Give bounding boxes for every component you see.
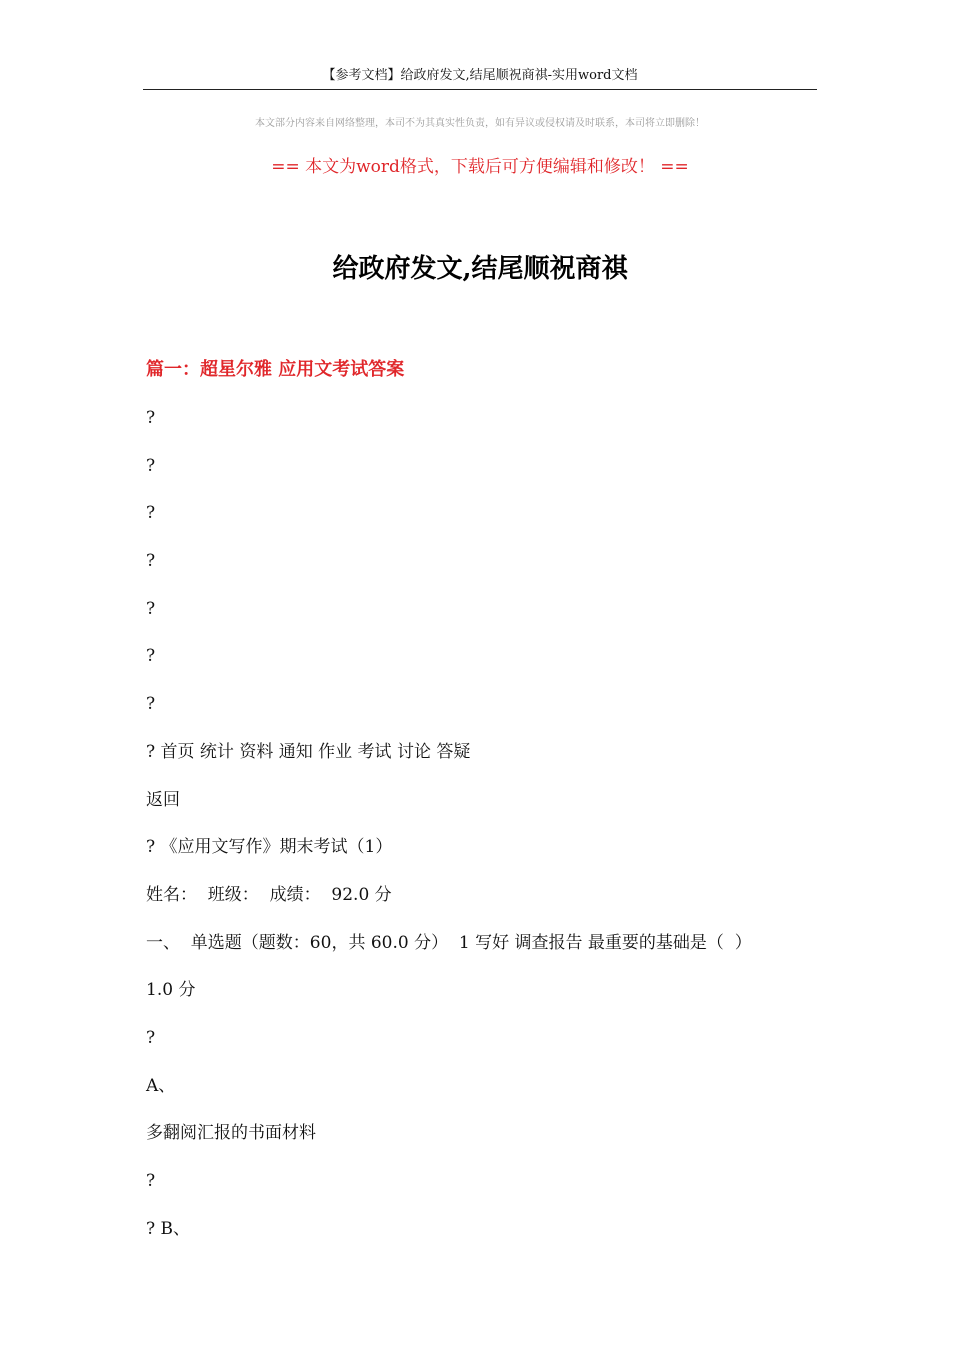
body-line: ?	[146, 503, 156, 524]
document-title: 给政府发文,结尾顺祝商祺	[332, 254, 628, 284]
body-line: ?	[146, 598, 156, 619]
body-line: ?	[146, 646, 156, 667]
body-line: ?	[146, 408, 156, 428]
body-line: ?	[146, 1171, 156, 1191]
body-line: 返回	[146, 789, 180, 810]
body-line: ?	[146, 455, 156, 476]
body-line: ? 《应用文写作》期末考试（1）	[146, 837, 393, 858]
body-line: ?	[146, 694, 156, 715]
disclaimer-text: 本文部分内容来自网络整理，本司不为其真实性负责，如有异议或侵权请及时联系，本司将立即删除！	[255, 118, 705, 129]
header-divider	[143, 89, 817, 90]
body-line: ? 首页 统计 资料 通知 作业 考试 讨论 答疑	[146, 741, 471, 762]
body-line: ?	[146, 1027, 156, 1048]
body-line: 1.0 分	[146, 980, 196, 1001]
page-header: 【参考文档】给政府发文,结尾顺祝商祺-实用word文档	[322, 68, 638, 83]
section-heading: 篇一：超星尔雅 应用文考试答案	[146, 359, 405, 380]
document-body	[146, 405, 846, 1263]
body-line: ? B、	[146, 1218, 191, 1239]
body-line: 姓名： 班级： 成绩： 92.0 分	[146, 884, 392, 905]
body-line: A、	[146, 1075, 176, 1096]
format-notice: == 本文为word格式，下载后可方便编辑和修改！ ==	[271, 157, 689, 177]
body-line: 一、 单选题（题数：60，共 60.0 分） 1 写好 调查报告 最重要的基础是（ ）	[146, 932, 752, 953]
body-line: 多翻阅汇报的书面材料	[146, 1123, 316, 1144]
body-line: ?	[146, 551, 156, 572]
